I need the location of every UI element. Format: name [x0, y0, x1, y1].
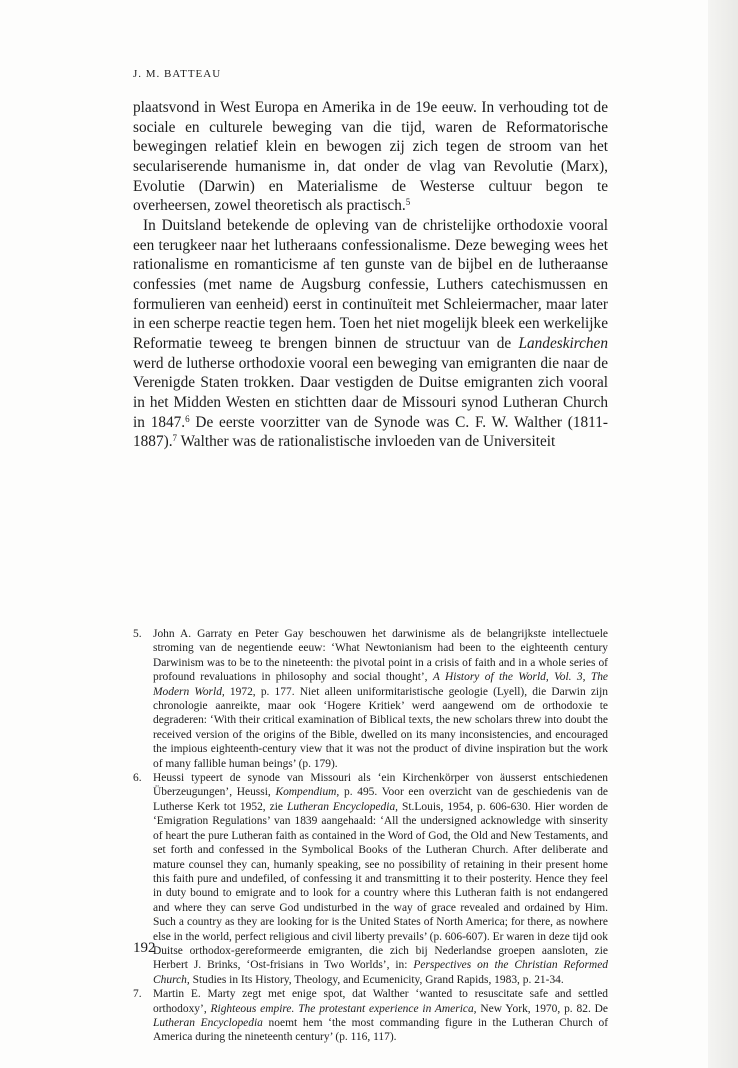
- paragraph-2-text-b: werd de lutherse orthodoxie vooral een beweging van emigranten die naar de Verenigde Staten trokken. Daar vestigden de Duitse emigranten zich vooral in het Midden Westen en stichtten daar de Missouri synod Lutheran Church in 1847.: [133, 354, 608, 431]
- main-text: [133, 98, 608, 452]
- paragraph-2-text-d: Walther was de rationalistische invloeden van de Universiteit: [177, 433, 556, 451]
- footnote-text: Studies in Its History, Theology, and Ecumenicity, Grand Rapids, 1983, p. 21-34.: [189, 973, 564, 986]
- running-header-author: J. M. BATTEAU: [133, 68, 222, 80]
- footnote-number: 7.: [133, 988, 142, 1001]
- paragraph-2-text-c: De eerste voorzitter van de Synode was C. F. W. Walther (1811-1887).: [133, 413, 609, 451]
- footnote-italic: Righteous empire. The protestant experience in America,: [210, 1002, 477, 1015]
- page-edge-shadow: [708, 0, 738, 1068]
- paragraph-1: [133, 98, 608, 216]
- footnote-text: p. 495. Voor een overzicht van de geschiedenis van de Lutherse Kerk tot 1952, zie: [153, 786, 608, 813]
- footnote-italic: Lutheran Encyclopedia: [153, 1016, 263, 1029]
- paragraph-2: [133, 216, 608, 452]
- footnote-text: noemt hem ‘the most commanding figure in the Lutheran Church of America during the nineteenth century’ (p. 116, 117).: [153, 1016, 609, 1044]
- footnote-text: Martin E. Marty zegt met enige spot, dat Walther ‘wanted to resuscitate safe and settled orthodoxy’,: [153, 988, 608, 1015]
- footnote-italic: A History of the World, Vol. 3, The Modern World,: [153, 671, 609, 698]
- footnote-number: 5.: [133, 628, 142, 640]
- footnote-ref-7[interactable]: 7: [172, 433, 178, 444]
- page-number: 192: [133, 940, 156, 956]
- footnote-italic: Lutheran Encyclopedia,: [286, 800, 399, 813]
- landeskirchen-italic: Landeskirchen: [518, 334, 608, 352]
- footnote-number: 6.: [133, 772, 142, 785]
- footnote-7: [133, 987, 608, 1045]
- paragraph-2-text-a: In Duitsland betekende de opleving van de christelijke orthodoxie vooral een terugkeer naar het lutheraans confessionalisme. Deze beweging wees het rationalisme en romanticisme af ten gunste van de bijbel en de lutheraanse confessies (met name de Augsburg confessie, Luthers catechismussen en formulieren van eenheid) eerst in continuïteit met Schleiermacher, maar later in een scherpe reactie tegen hem. Toen het niet mogelijk bleek een werkelijke Reformatie teweeg te brengen binnen de structuur van de: [133, 216, 608, 352]
- footnote-text: St.Louis, 1954, p. 606-630. Hier worden de ‘Emigration Regulations’ van 1839 aangehaald: ‘All the undersigned acknowledge with sinserity of heart the pure Lutheran faith as contained in the Word of God, the Old and New Testaments, and set forth and confessed in the Symbolical Books of the Lutheran Church. After deliberate and mature counsel they can, humanly speaking, see no possibility of retaining in their present home this faith pure and undefiled, of confessing it and transmitting it to their posterity. Hence they feel in duty bound to emigrate and to look for a country where this Lutheran faith is not endangered and where they can serve God undisturbed in the way of grace revealed and ordained by Him. Such a country as they are looking for is the United States of North America; for there, as nowhere else in the world, perfect religious and civil liberty prevails’ (p. 606-607). Er waren in deze tijd ook Duitse orthodox-gereformeerde emigranten, die zich bij Nederlandse groepen aansloten, zie Herbert J. Brinks, ‘Ost-frisians in Two Worlds’, in:: [153, 800, 608, 972]
- footnote-text: John A. Garraty en Peter Gay beschouwen het darwinisme als de belangrijkste intellectuele stroming van de negentiende eeuw: ‘What Newtonianism had been to the eighteenth century Darwinism was to be to the nineteenth: the pivotal point in a crisis of faith and in a whole series of profound revaluations in philosophy and social thought’,: [153, 628, 608, 684]
- footnote-6: [133, 771, 608, 987]
- footnote-ref-5[interactable]: 5: [405, 197, 411, 208]
- footnote-italic: Kompendium,: [275, 786, 340, 799]
- footnote-text: 1972, p. 177. Niet alleen uniformitaristische geologie (Lyell), die Darwin zijn chronologie aanreikte, maar ook ‘Hogere Kritiek’ werd aangewend om de orthodoxie te degraderen: ‘With their critical examination of Biblical texts, the new scholars threw into doubt the received version of the origins of the Bible, dwelled on its many inconsistencies, and encouraged the impious eighteenth-century view that it was not the product of divine inspiration but the work of many fallible human beings’ (p. 179).: [153, 685, 608, 770]
- footnote-italic: Perspectives on the Christian Reformed Church,: [153, 959, 608, 986]
- paragraph-1-text: plaatsvond in West Europa en Amerika in de 19e eeuw. In verhouding tot de sociale en culturele beweging van die tijd, waren de Reformatorische bewegingen relatief klein en bewogen zij zich tegen de stroom van het seculariserende humanisme in, dat onder de vlag van Revolutie (Marx), Evolutie (Darwin) en Materialisme de Westerse cultuur begon te overheersen, zowel theoretisch als practisch.: [133, 99, 608, 215]
- footnotes: [133, 627, 608, 1045]
- footnote-text: Heussi typeert de synode van Missouri als ‘ein Kirchenkörper von äusserst entschiedenen Überzeugungen’, Heussi,: [153, 772, 608, 799]
- footnote-ref-6[interactable]: 6: [185, 413, 190, 424]
- footnote-5: [133, 627, 608, 771]
- footnote-text: New York, 1970, p. 82. De: [476, 1002, 608, 1015]
